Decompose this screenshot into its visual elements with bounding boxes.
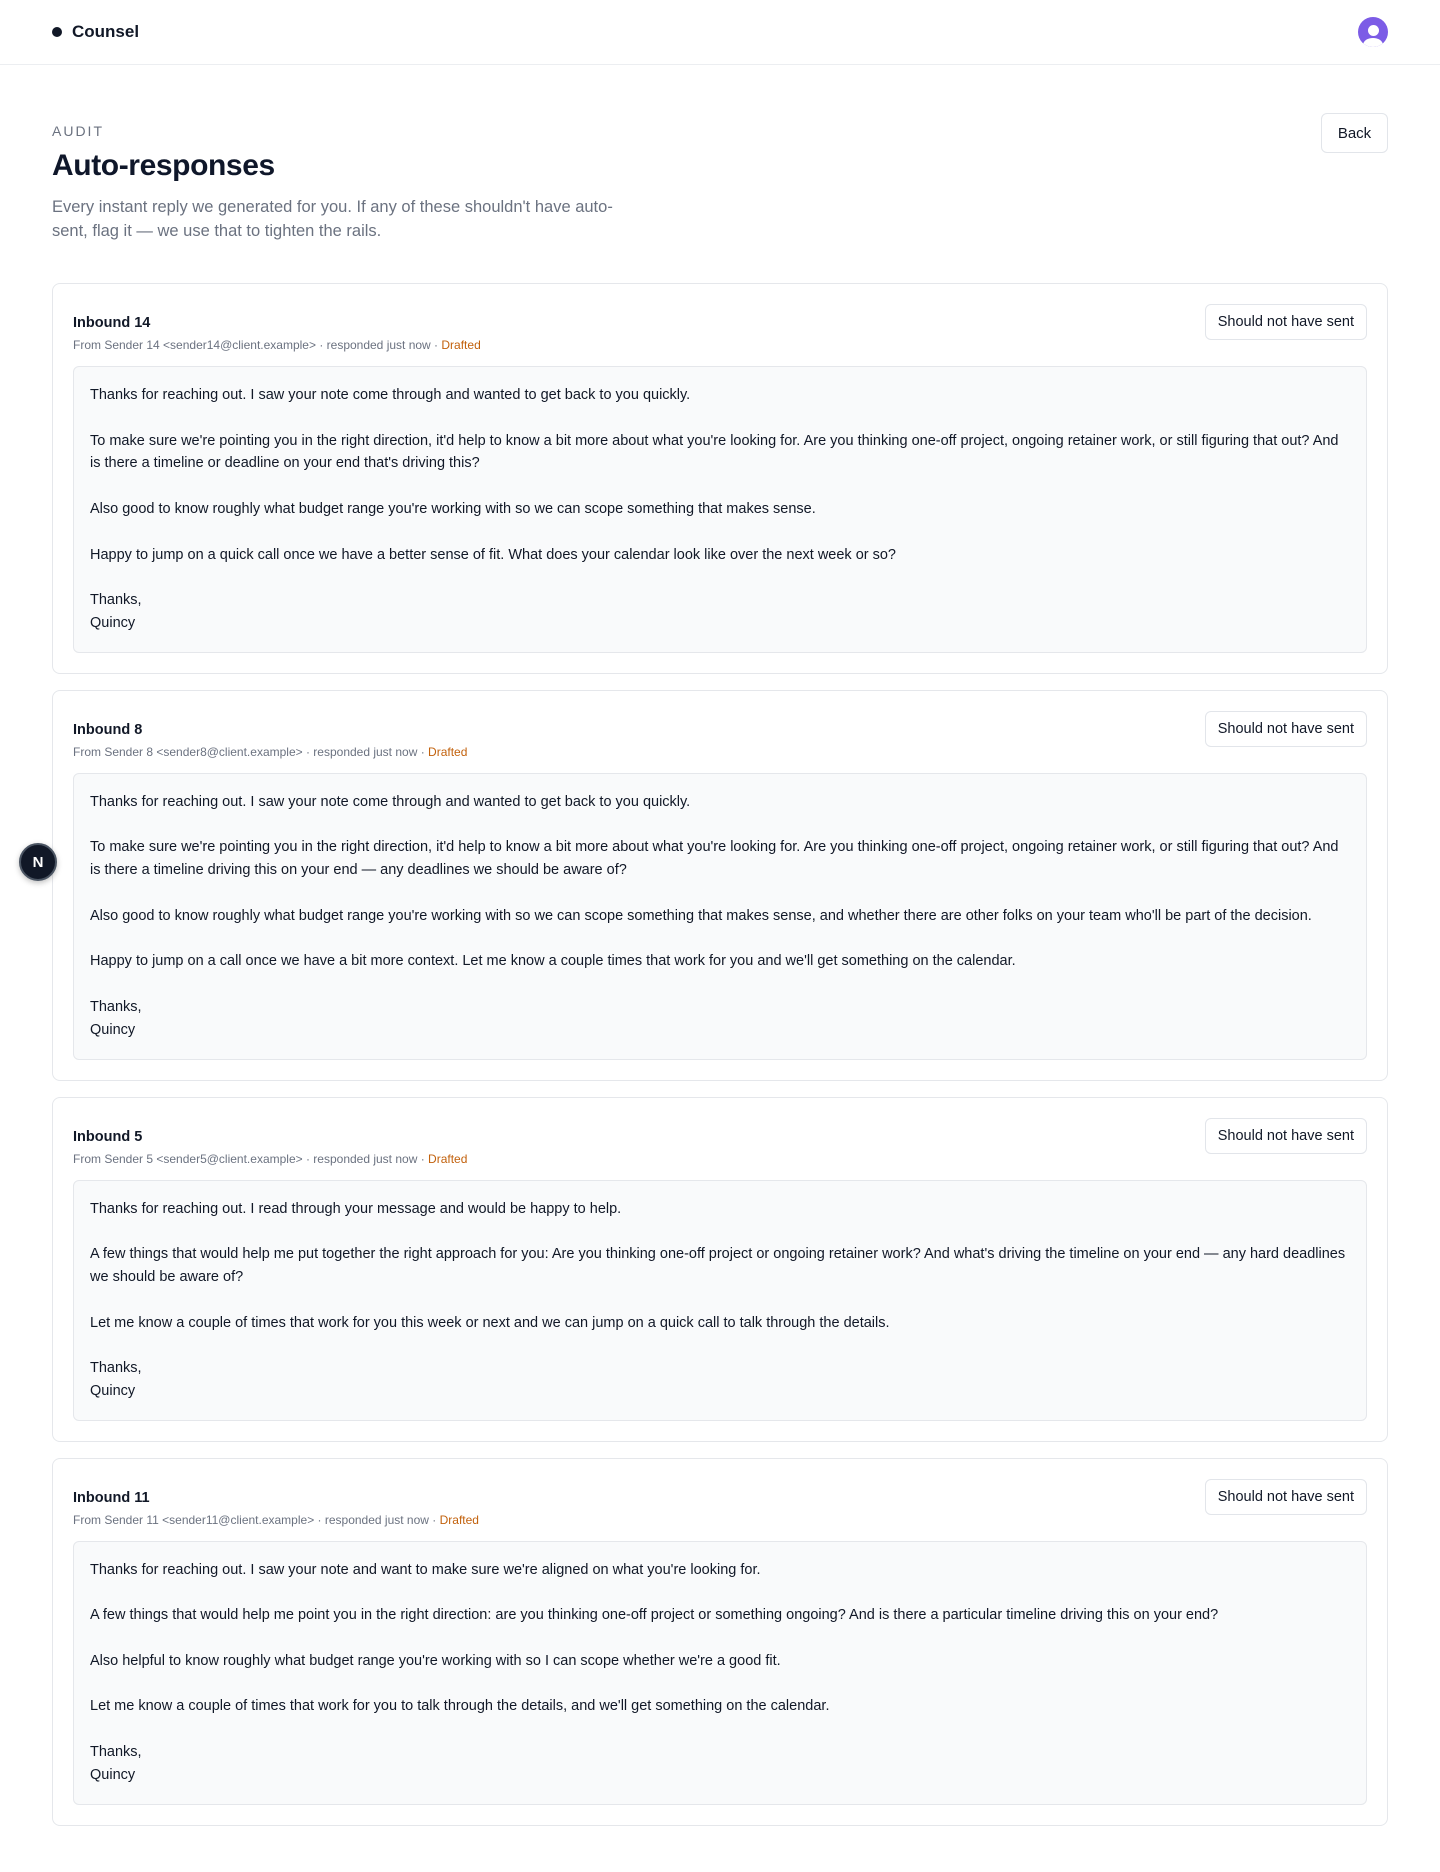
response-paragraph: Thanks, Quincy <box>90 592 142 631</box>
page-header <box>52 65 1388 243</box>
page-eyebrow: AUDIT <box>52 123 104 139</box>
card-meta-text: From Sender 8 <sender8@client.example> · responded just now · <box>73 744 429 759</box>
should-not-have-sent-button[interactable]: Should not have sent <box>1205 1118 1367 1154</box>
status-badge: Drafted <box>428 744 468 759</box>
card-header <box>73 1118 1367 1166</box>
response-card <box>52 1458 1388 1826</box>
brand-dot-icon <box>52 27 62 37</box>
card-meta-text: From Sender 11 <sender11@client.example> · responded just now · <box>73 1512 440 1527</box>
response-paragraph: To make sure we're pointing you in the right direction, it'd help to know a bit more about what you're looking for. Are you thinking one-off project, ongoing retainer work, or still figuring that out? And is there a timeline or deadline on your end that's driving this? <box>90 432 1339 472</box>
response-paragraph: A few things that would help me point you in the right direction: are you thinking one-off project or something ongoing? And is there a particular timeline driving this on your end? <box>90 1607 1219 1624</box>
response-paragraph: To make sure we're pointing you in the right direction, it'd help to know a bit more about what you're looking for. Are you thinking one-off project, ongoing retainer work, or still figuring that out? And is there a timeline driving this on your end — any deadlines we should be aware of? <box>90 839 1339 879</box>
card-header <box>73 304 1367 352</box>
card-meta <box>73 1513 479 1527</box>
response-paragraph: Also good to know roughly what budget range you're working with so we can scope something that makes sense. <box>90 500 816 517</box>
card-header <box>73 711 1367 759</box>
should-not-have-sent-button[interactable]: Should not have sent <box>1205 1479 1367 1515</box>
response-paragraph: Thanks for reaching out. I saw your note come through and wanted to get back to you quickly. <box>90 793 691 810</box>
card-meta-text: From Sender 14 <sender14@client.example> · responded just now · <box>73 338 442 352</box>
card-title: Inbound 14 <box>73 315 151 331</box>
status-badge: Drafted <box>428 1151 468 1166</box>
status-badge: Drafted <box>439 1512 479 1527</box>
response-paragraph: Happy to jump on a call once we have a bit more context. Let me know a couple times that work for you and we'll get something on the calendar. <box>90 953 1016 970</box>
page-title: Auto-responses <box>52 149 275 182</box>
brand-name: Counsel <box>72 22 140 41</box>
response-paragraph: Thanks for reaching out. I saw your note and want to make sure we're aligned on what you're looking for. <box>90 1561 761 1578</box>
response-paragraph: Thanks for reaching out. I read through your message and would be happy to help. <box>90 1200 622 1217</box>
user-avatar-icon[interactable] <box>1358 17 1388 47</box>
response-paragraph: Happy to jump on a quick call once we have a better sense of fit. What does your calendar look like over the next week or so? <box>90 546 896 563</box>
top-bar <box>0 0 1440 65</box>
response-paragraph: Let me know a couple of times that work for you to talk through the details, and we'll get something on the calendar. <box>90 1698 830 1715</box>
response-body <box>73 773 1367 1060</box>
response-card <box>52 283 1388 674</box>
card-title: Inbound 11 <box>73 1489 150 1506</box>
card-meta <box>73 1152 467 1166</box>
card-meta <box>73 338 481 352</box>
back-button[interactable]: Back <box>1321 113 1388 153</box>
response-body <box>73 366 1367 653</box>
response-paragraph: Thanks, Quincy <box>90 1744 142 1783</box>
main-content <box>0 65 1440 1826</box>
card-title: Inbound 8 <box>73 721 143 738</box>
response-card <box>52 1097 1388 1442</box>
response-paragraph: Thanks, Quincy <box>90 1360 142 1399</box>
brand[interactable] <box>52 22 139 42</box>
status-badge: Drafted <box>441 338 481 352</box>
response-paragraph: Also good to know roughly what budget range you're working with so we can scope something that makes sense, and whether there are other folks on your team who'll be part of the decision. <box>90 907 1312 924</box>
response-paragraph: Also helpful to know roughly what budget range you're working with so I can scope whether we're a good fit. <box>90 1652 781 1669</box>
should-not-have-sent-button[interactable]: Should not have sent <box>1205 304 1367 340</box>
card-meta <box>73 745 467 759</box>
response-paragraph: A few things that would help me put together the right approach for you: Are you thinking one-off project or ongoing retainer work? And what's driving the timeline on your end — any hard deadlines we should be aware of? <box>90 1246 1346 1285</box>
page-subtitle: Every instant reply we generated for you. If any of these shouldn't have auto-sent, flag it — we use that to tighten the rails. <box>52 198 613 240</box>
response-card <box>52 690 1388 1081</box>
response-paragraph: Thanks for reaching out. I saw your note come through and wanted to get back to you quickly. <box>90 387 691 403</box>
card-title: Inbound 5 <box>73 1128 143 1145</box>
auto-response-list <box>52 283 1388 1826</box>
card-header <box>73 1479 1367 1527</box>
should-not-have-sent-button[interactable]: Should not have sent <box>1205 711 1367 747</box>
response-body <box>73 1541 1367 1805</box>
response-paragraph: Thanks, Quincy <box>90 998 142 1038</box>
response-body <box>73 1180 1367 1421</box>
response-paragraph: Let me know a couple of times that work for you this week or next and we can jump on a quick call to talk through the details. <box>90 1314 890 1331</box>
card-meta-text: From Sender 5 <sender5@client.example> · responded just now · <box>73 1151 429 1166</box>
next-dev-badge-icon[interactable]: N <box>19 843 57 881</box>
